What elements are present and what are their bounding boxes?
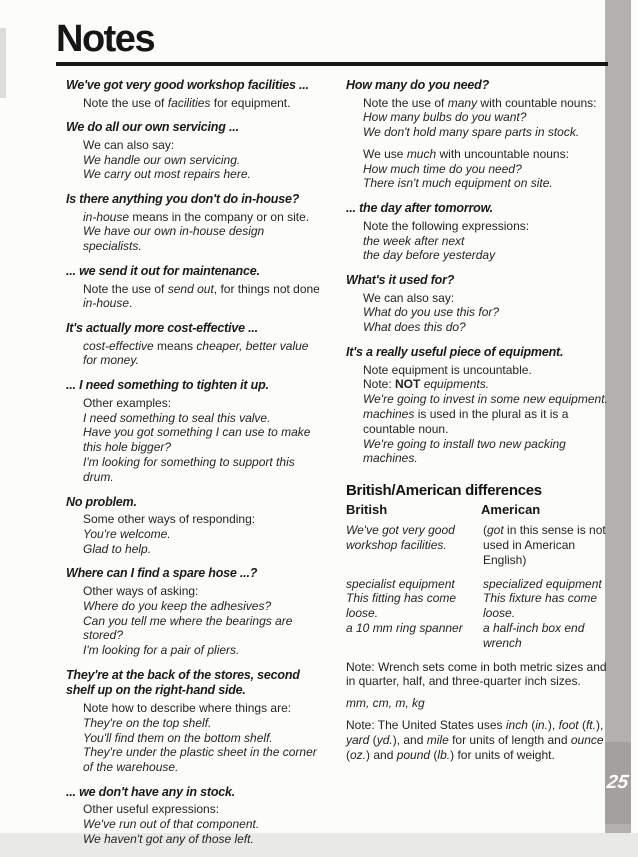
text-segment: How many bulbs do you want? bbox=[363, 110, 527, 125]
text-segment: much bbox=[406, 146, 437, 161]
british-cell bbox=[346, 577, 481, 651]
text-segment: This fixture has come loose. bbox=[483, 591, 598, 621]
body-line bbox=[363, 110, 608, 125]
text-segment: Other ways of asking: bbox=[83, 583, 199, 598]
note-entry bbox=[66, 264, 322, 311]
entry-body bbox=[66, 138, 322, 182]
entry-heading: They're at the back of the stores, second shelf up on the right-hand side. bbox=[66, 667, 300, 698]
body-line bbox=[83, 153, 322, 168]
body-line bbox=[346, 523, 481, 553]
text-segment: ), bbox=[595, 717, 604, 732]
text-segment: the week after next bbox=[363, 233, 465, 248]
page-title: Notes bbox=[56, 18, 155, 60]
text-segment: means bbox=[153, 338, 197, 353]
text-segment: Note: Wrench sets come in both metric sizes and in quarter, half, and three-quarter inch sizes. bbox=[346, 659, 607, 689]
text-segment: Where do you keep the adhesives? bbox=[83, 598, 272, 613]
british-cell bbox=[346, 523, 481, 567]
text-segment: many bbox=[447, 95, 478, 110]
body-line bbox=[83, 411, 322, 426]
text-segment: oz. bbox=[350, 747, 367, 762]
body-line bbox=[483, 621, 608, 651]
text-segment: equipments. bbox=[423, 377, 490, 392]
entry-heading: We do all our own servicing ... bbox=[66, 120, 239, 135]
text-segment: NOT bbox=[395, 377, 421, 392]
text-segment: Note how to describe where things are: bbox=[83, 700, 292, 715]
body-line bbox=[83, 614, 322, 644]
text-segment: Glad to help. bbox=[83, 541, 152, 556]
entry-body bbox=[66, 512, 322, 556]
text-segment: in-house bbox=[83, 296, 130, 311]
text-segment: inch bbox=[505, 717, 528, 732]
entry-heading: We've got very good workshop facilities ... bbox=[66, 78, 309, 92]
body-line bbox=[83, 167, 322, 182]
text-segment: What does this do? bbox=[363, 320, 466, 335]
text-segment: We handle our own servicing. bbox=[83, 152, 241, 167]
note-entry bbox=[66, 495, 322, 557]
text-segment: in-house bbox=[83, 209, 130, 224]
text-segment: I need something to seal this valve. bbox=[83, 410, 271, 425]
right-column bbox=[346, 78, 608, 769]
note-entry bbox=[346, 273, 608, 335]
text-segment: Some other ways of responding: bbox=[83, 512, 256, 527]
body-line bbox=[83, 542, 322, 557]
body-line bbox=[363, 125, 608, 140]
british-american-column-headers bbox=[346, 502, 608, 517]
american-cell bbox=[483, 577, 608, 651]
text-segment: ( bbox=[430, 747, 438, 762]
british-american-row bbox=[346, 523, 608, 567]
note-entry bbox=[66, 668, 322, 775]
body-line bbox=[83, 832, 322, 847]
body-line bbox=[83, 138, 322, 153]
british-american-row bbox=[346, 577, 608, 651]
body-line bbox=[83, 599, 322, 614]
text-segment: specialized equipment bbox=[483, 576, 602, 591]
text-segment: We can also say: bbox=[83, 137, 175, 152]
note-entry bbox=[346, 78, 608, 191]
text-segment: Other useful expressions: bbox=[83, 802, 220, 817]
text-segment: , for things not done bbox=[213, 281, 320, 296]
body-line bbox=[363, 248, 608, 263]
text-segment: What do you use this for? bbox=[363, 305, 500, 320]
text-segment: I'm looking for something to support this drum. bbox=[83, 454, 295, 484]
entry-heading: ... I need something to tighten it up. bbox=[66, 378, 269, 393]
entry-heading: No problem. bbox=[66, 494, 137, 509]
text-segment: . bbox=[129, 296, 133, 311]
entry-body bbox=[66, 701, 322, 775]
text-segment: ft. bbox=[585, 717, 596, 732]
entry-body bbox=[66, 584, 322, 658]
note-entry bbox=[66, 378, 322, 484]
text-segment: mm, cm, m, kg bbox=[346, 696, 425, 711]
entry-body bbox=[346, 363, 608, 467]
text-segment: for equipment. bbox=[210, 95, 291, 110]
british-american-notes bbox=[346, 660, 608, 763]
text-segment: We have our own in-house design specialists. bbox=[83, 224, 265, 254]
body-line bbox=[346, 591, 481, 621]
body-line bbox=[83, 643, 322, 658]
note-paragraph bbox=[346, 660, 608, 690]
british-american-heading: British/American differences bbox=[346, 482, 542, 500]
text-segment: Note: bbox=[363, 377, 396, 392]
body-line bbox=[363, 320, 608, 335]
text-segment: We're going to install two new packing machines. bbox=[363, 436, 566, 466]
note-entry bbox=[66, 78, 322, 110]
entry-heading: How many do you need? bbox=[346, 78, 490, 92]
body-line bbox=[363, 162, 608, 177]
text-segment: in. bbox=[535, 717, 548, 732]
entry-body bbox=[66, 282, 322, 312]
text-segment: means in the company or on site. bbox=[129, 209, 310, 224]
text-segment: ( bbox=[483, 523, 487, 538]
body-line bbox=[83, 701, 322, 716]
american-cell bbox=[483, 523, 608, 567]
body-line bbox=[363, 392, 608, 407]
text-segment: We haven't got any of those left. bbox=[83, 832, 254, 846]
text-segment: ( bbox=[527, 717, 536, 732]
text-segment: ) for units of weight. bbox=[450, 747, 555, 762]
body-line bbox=[83, 584, 322, 599]
text-segment: Note the use of bbox=[83, 281, 168, 296]
entry-heading: ... we send it out for maintenance. bbox=[66, 264, 260, 279]
text-segment: Other examples: bbox=[83, 395, 172, 410]
text-segment: Can you tell me where the bearings are stored? bbox=[83, 613, 293, 643]
body-line bbox=[83, 745, 322, 775]
text-segment: We use bbox=[363, 146, 407, 161]
text-segment: They're on the top shelf. bbox=[83, 715, 212, 730]
note-entry bbox=[66, 566, 322, 657]
entry-heading: It's a really useful piece of equipment. bbox=[346, 345, 564, 360]
note-entry bbox=[66, 321, 322, 368]
note-entry bbox=[66, 120, 322, 182]
text-segment: cheaper, better value for money. bbox=[83, 338, 309, 368]
body-line bbox=[83, 731, 322, 746]
text-segment: We're going to invest in some new equipment. bbox=[363, 392, 608, 407]
text-segment: This fitting has come loose. bbox=[346, 591, 457, 621]
text-segment: ), and bbox=[392, 732, 427, 747]
body-line bbox=[363, 234, 608, 249]
body-line bbox=[363, 363, 608, 378]
body-line bbox=[83, 282, 322, 312]
text-segment: I'm looking for a pair of pliers. bbox=[83, 643, 240, 658]
text-segment: We've run out of that component. bbox=[83, 817, 260, 832]
column-header-american: American bbox=[481, 502, 541, 518]
text-segment: They're under the plastic sheet in the corner of the warehouse. bbox=[83, 745, 317, 775]
text-segment: We don't hold many spare parts in stock. bbox=[363, 125, 580, 140]
text-segment: ), bbox=[547, 717, 559, 732]
text-segment: We can also say: bbox=[363, 290, 455, 305]
text-segment: You're welcome. bbox=[83, 526, 171, 541]
text-segment: facilities bbox=[167, 95, 211, 110]
british-american-section bbox=[346, 482, 608, 762]
text-segment: the day before yesterday bbox=[363, 248, 496, 263]
entry-heading: What's it used for? bbox=[346, 273, 455, 288]
note-entry bbox=[346, 201, 608, 263]
body-line bbox=[363, 437, 608, 467]
body-line bbox=[83, 802, 322, 817]
text-segment: ounce bbox=[570, 732, 604, 747]
entry-body bbox=[346, 96, 608, 192]
page-number: 25 bbox=[606, 772, 631, 793]
text-segment: How much time do you need? bbox=[363, 161, 522, 176]
text-segment: yd. bbox=[376, 732, 393, 747]
scan-edge-artifact bbox=[0, 28, 6, 98]
body-line bbox=[346, 621, 481, 636]
body-line bbox=[83, 455, 322, 485]
british-american-rows bbox=[346, 523, 608, 650]
body-line bbox=[83, 224, 322, 254]
text-segment: got bbox=[487, 523, 504, 538]
text-segment: cost-effective bbox=[83, 338, 154, 353]
body-line bbox=[83, 716, 322, 731]
note-paragraph bbox=[346, 696, 608, 711]
body-line bbox=[363, 147, 608, 162]
entry-body bbox=[66, 210, 322, 254]
body-line bbox=[363, 291, 608, 306]
body-line bbox=[83, 96, 322, 111]
page-number-tab bbox=[605, 742, 631, 824]
body-line bbox=[83, 512, 322, 527]
text-segment: with uncountable nouns: bbox=[436, 146, 569, 161]
entry-heading: Is there anything you don't do in-house? bbox=[66, 192, 300, 207]
body-line bbox=[83, 210, 322, 225]
body-line bbox=[483, 591, 608, 621]
page-edge-bar bbox=[605, 0, 631, 833]
body-line bbox=[83, 396, 322, 411]
text-segment: a half-inch box end wrench bbox=[483, 620, 585, 650]
text-segment: foot bbox=[558, 717, 579, 732]
text-segment: We carry out most repairs here. bbox=[83, 167, 251, 182]
text-segment: a 10 mm ring spanner bbox=[346, 620, 463, 635]
note-entry bbox=[66, 192, 322, 254]
text-segment: Note equipment is uncountable. bbox=[363, 362, 532, 377]
text-segment: We've got very good workshop facilities. bbox=[346, 523, 455, 552]
text-segment: machines bbox=[363, 406, 415, 421]
body-line bbox=[363, 96, 608, 111]
text-segment: ( bbox=[346, 747, 350, 762]
text-segment: is used in the plural as it is a countable noun. bbox=[363, 406, 569, 436]
body-line bbox=[363, 176, 608, 191]
body-line bbox=[83, 339, 322, 369]
text-segment: with countable nouns: bbox=[477, 95, 597, 110]
body-line bbox=[83, 527, 322, 542]
text-segment: pound bbox=[396, 747, 431, 762]
text-segment: lb. bbox=[437, 747, 451, 762]
body-line bbox=[346, 577, 481, 592]
entry-body bbox=[346, 291, 608, 335]
text-segment: Note the use of bbox=[83, 95, 168, 110]
text-segment: ( bbox=[578, 717, 586, 732]
entry-body bbox=[346, 219, 608, 263]
body-line bbox=[363, 219, 608, 234]
entry-heading: ... we don't have any in stock. bbox=[66, 784, 236, 799]
body-line bbox=[363, 407, 608, 437]
text-segment: Note the following expressions: bbox=[363, 218, 530, 233]
entry-heading: Where can I find a spare hose ...? bbox=[66, 566, 258, 581]
text-segment: specialist equipment bbox=[346, 576, 455, 591]
note-entry bbox=[346, 345, 608, 466]
text-segment: for units of length and bbox=[448, 732, 571, 747]
entry-body bbox=[66, 396, 322, 485]
entry-heading: It's actually more cost-effective ... bbox=[66, 321, 258, 336]
note-paragraph bbox=[346, 718, 608, 762]
text-segment: ) and bbox=[366, 747, 397, 762]
text-segment: send out bbox=[167, 281, 214, 296]
text-segment: You'll find them on the bottom shelf. bbox=[83, 730, 273, 745]
entry-heading: ... the day after tomorrow. bbox=[346, 201, 493, 216]
entry-body bbox=[66, 96, 322, 111]
title-rule bbox=[56, 62, 608, 66]
left-column bbox=[66, 78, 322, 857]
entry-body bbox=[66, 802, 322, 846]
body-line bbox=[483, 523, 608, 567]
text-segment: yard bbox=[346, 732, 370, 747]
column-header-british: British bbox=[346, 502, 388, 518]
text-segment: in this sense is not used in American English) bbox=[483, 523, 606, 567]
body-line bbox=[363, 305, 608, 320]
entry-body bbox=[66, 339, 322, 369]
body-line bbox=[83, 817, 322, 832]
note-entry bbox=[66, 785, 322, 847]
text-segment: mile bbox=[426, 732, 449, 747]
text-segment: There isn't much equipment on site. bbox=[363, 176, 553, 191]
text-segment: Note the use of bbox=[363, 95, 448, 110]
body-line bbox=[483, 577, 608, 592]
text-segment: Have you got something I can use to make this hole bigger? bbox=[83, 425, 311, 455]
body-line bbox=[83, 425, 322, 455]
text-segment: ( bbox=[369, 732, 377, 747]
body-line bbox=[363, 377, 608, 392]
text-segment: Note: The United States uses bbox=[346, 717, 506, 732]
